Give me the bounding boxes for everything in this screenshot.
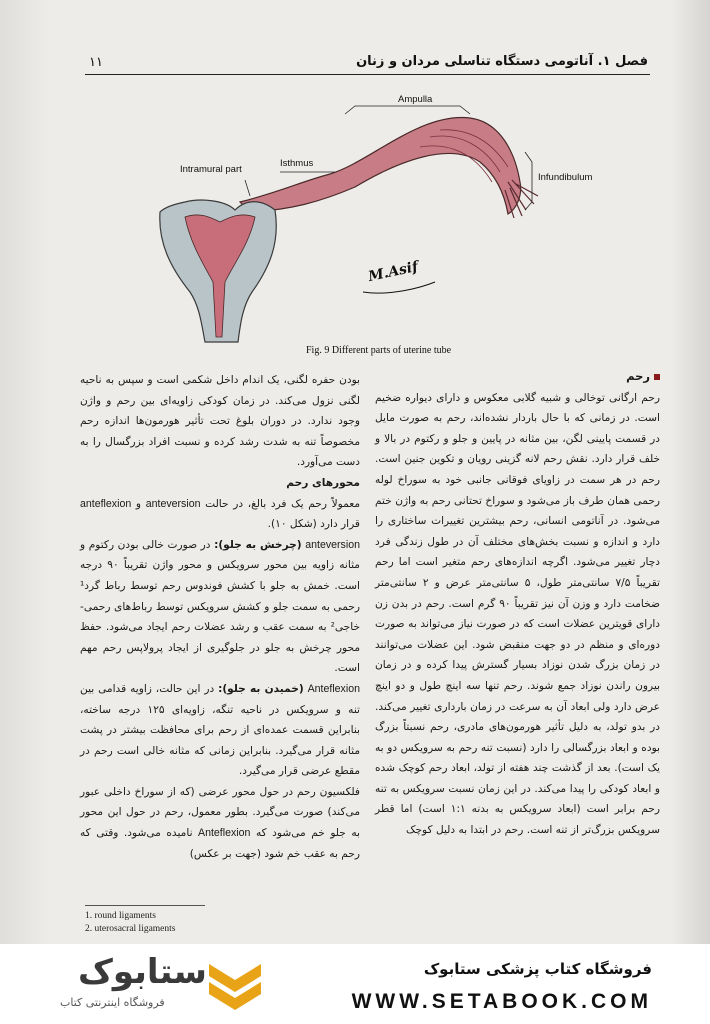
footnote-1: 1. round ligaments [85, 911, 156, 921]
and-word: و [135, 497, 142, 510]
term-anteversion: anteversion [145, 497, 201, 510]
axes-paragraph [80, 494, 360, 535]
running-header [85, 52, 650, 75]
footnote-divider [85, 905, 205, 906]
axes-heading: محورهای رحم [286, 476, 360, 489]
anteflexion-term: Anteflexion [307, 682, 360, 695]
chapter-title: فصل ۱. آناتومی دستگاه تناسلی مردان و زنان [356, 54, 648, 69]
logo-tagline: فروشگاه اینترنتی کتاب [60, 996, 165, 1009]
ampulla-bracket [345, 106, 470, 114]
store-banner [0, 944, 710, 1024]
anteversion-text: در صورت خالی بودن رکتوم و مثانه زاویه بین محور سرویکس و محور واژن تقریباً ۹۰ درجه است. خمش به جلو با کشش فوندوس رحم توسط رباط گرد¹ رحمی به سمت جلو و کشش سرویکس توسط رباط‌های رحمی-خاجی² به سمت عقب و رشد عضلات رحم ایجاد می‌شود. حفظ محور چرخش به جلو در جلوگیری از ایجاد پرولاپس رحم مهم است. [80, 538, 360, 675]
logo-wordmark: ستابوک [78, 952, 207, 992]
left-column [80, 370, 360, 864]
uterine-tube-figure [130, 92, 600, 354]
section-heading-uterus: رحم [626, 369, 650, 383]
label-intramural: Intramural part [180, 164, 242, 175]
label-isthmus: Isthmus [280, 158, 314, 169]
illustrator-signature: M.Asif [366, 258, 420, 286]
uterus-drawing [130, 92, 600, 354]
label-ampulla: Ampulla [398, 94, 433, 105]
figure-caption: Fig. 9 Different parts of uterine tube [306, 345, 452, 356]
footnote-2: 2. uterosacral ligaments [85, 924, 176, 934]
footnotes [85, 910, 175, 936]
flexion-term: Anteflexion [198, 827, 251, 840]
uterus-paragraph: رحم ارگانی توخالی و شبیه گلابی معکوس و دارای دیواره ضخیم است. در زمانی که با حال باردار نشده‌اند، رحم به صورت مایل در قسمت پایینی لگن، بین مثانه در پایین و جلو و رکتوم در بالا و خلف قرار دارد. نقش رحم لانه گزینی رویان و تکوین جنین است. رحم در هر سمت در زاویای فوقانی جانبی خود به سوراخ لوله رحمی همان طرف باز می‌شود و سوراخ تحتانی رحم به واژن ختم می‌شود. در آناتومی انسانی، رحم بیشترین تغییرات ساختاری را دارد و اندازه و نسبت بخش‌های مختلف آن در طول زندگی فرد دچار تغییر می‌شود. اگرچه اندازه‌های رحم متغیر است اما رحم تقریباً ۷/۵ سانتی‌متر طول، ۵ سانتی‌متر عرض و ۲ سانتی‌متر ضخامت دارد و وزن آن نیز تقریباً ۹۰ گرم است. رحم در بدن زن دارای قویترین عضلات است که در صورت نیاز می‌تواند به صورت دوره‌ای و منظم در دو جهت منقبض شود. این عضلات می‌توانند در زمان بزرگ شدن نوزاد بسیار گسترش پیدا کرده و در زمان بیرون راندن نوزاد جمع شوند. رحم تنها سه اینچ طول و دو اینچ عرض دارد ولی ابعاد آن به سرعت در زمان بارداری تغییر می‌کند. در بدو تولد، به دلیل تأثیر هورمون‌های مادری، رحم نسبتاً بزرگ بوده و ابعاد بزرگسالی را دارد (نسبت تنه رحم به سرویکس دو به یک است). بعد از گذشت چند هفته از تولد، ابعاد رحم کوچک شده و ابعاد کودکی را پیدا می‌کند. در این زمان نسبت سرویکس به تنه رحم برابر است (ابعاد سرویکس به بدنه ۱:۱ است) اما قطر سرویکس بزرگ‌تر از تنه است. رحم در ابتدا به دلیل کوچک [375, 391, 661, 837]
label-infundibulum: Infundibulum [538, 172, 593, 183]
anteversion-term: anteversion [305, 538, 360, 551]
flexion-text-1: فلکسیون رحم در حول محور عرضی (که از سوراخ داخلی عبور می‌کند) صورت می‌گیرد. بطور معمول، رحم در حول این محور به جلو خم می‌شود که [80, 785, 360, 840]
intramural-leader [245, 180, 250, 196]
store-url: WWW.SETABOOK.COM [351, 990, 652, 1013]
page-shadow-left [0, 0, 50, 944]
right-column [375, 366, 660, 841]
flexion-text-2: نامیده می‌شود. وقتی که رحم به عقب خم شود (جهت بر عکس) [80, 827, 360, 860]
term-anteflexion: anteflexion [80, 497, 132, 510]
anteversion-paragraph [80, 535, 360, 679]
intro-paragraph: بودن حفره لگنی، یک اندام داخل شکمی است و سپس به ناحیه لگنی نزول می‌کند. در زمان کودکی زاویه‌ای بین رحم و واژن وجود ندارد. در دوران بلوغ تحت تأثیر هورمون‌ها اندازه رحم مخصوصاً تنه به شدت رشد کرده و نسبت افراد بزرگسال را به دست می‌آورد. [80, 374, 360, 469]
section-marker [654, 374, 660, 380]
store-title: فروشگاه کتاب پزشکی ستابوک [423, 960, 652, 978]
axes-text-start: معمولاً رحم یک فرد بالغ، در حالت [205, 497, 361, 510]
anteflexion-paragraph [80, 679, 360, 782]
anteflexion-text: در این حالت، زاویه قدامی بین تنه و سرویکس در ناحیه تنگه، زاویه‌ای ۱۲۵ درجه ساخته، بنابراین قسمت عمده‌ای از رحم برای محافظت بیشتر در پشت مثانه قرار می‌گیرد. بنابراین زمانی که مثانه خالی است رحم در مقطع عرضی قرار می‌گیرد. [80, 682, 360, 778]
flexion-paragraph [80, 782, 360, 864]
page-shadow-right [670, 0, 710, 944]
page-number: ۱۱ [89, 55, 103, 70]
anteflexion-fa-title: (خمیدن به جلو): [218, 682, 304, 695]
anteversion-fa-title: (چرخش به جلو): [214, 538, 302, 551]
axes-text-end: قرار دارد (شکل ۱۰). [267, 518, 360, 531]
setabook-logo-icon [205, 956, 265, 1012]
